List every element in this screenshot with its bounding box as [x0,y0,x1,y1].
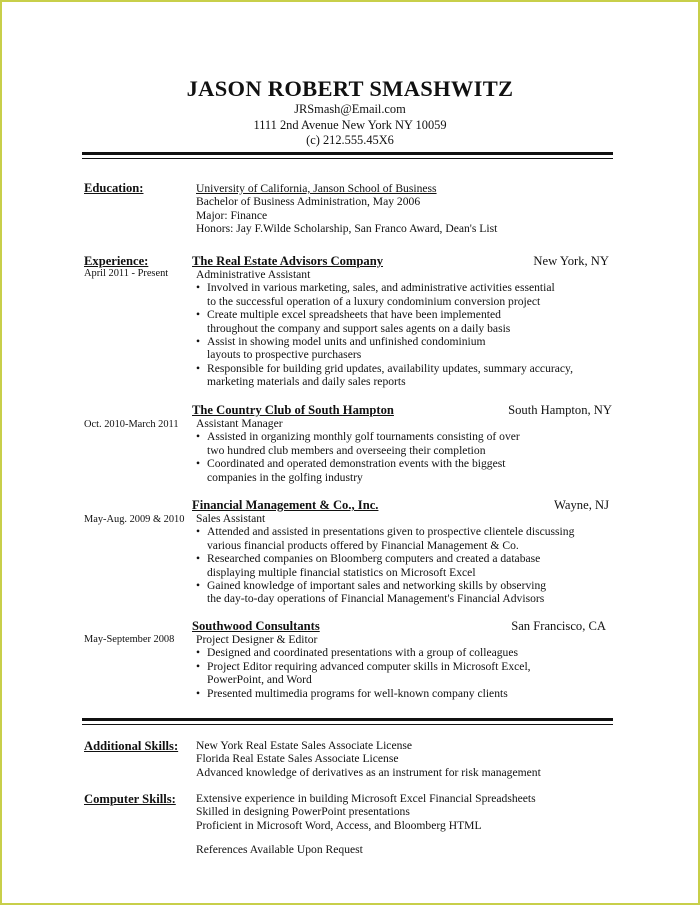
education-degree: Bachelor of Business Administration, May 2006 [196,195,421,209]
job-title: Sales Assistant [196,512,266,525]
email: JRSmash@Email.com [294,102,406,116]
skill-line: Extensive experience in building Microsoft Excel Financial Spreadsheets [196,792,536,805]
job-date: May-September 2008 [84,634,175,645]
job-title: Administrative Assistant [196,268,311,281]
job-bullet: • Assisted in organizing monthly golf tournaments consisting of over two hundred club members and overseeing their completion [196,430,520,457]
job-details [196,268,573,389]
job-location: San Francisco, CA [511,619,606,633]
computer-skills-block [196,792,536,832]
skill-line: Skilled in designing PowerPoint presentations [196,805,410,819]
job-date: April 2011 - Present [84,268,169,279]
resume-header [0,76,700,149]
job-bullet: • Responsible for building grid updates, availability updates, summary accuracy, marketing materials and daily sales reports [196,361,573,389]
additional-skills-label: Additional Skills: [84,739,179,753]
education-honors: Honors: Jay F.Wilde Scholarship, San Franco Award, Dean's List [196,222,498,236]
job-title: Assistant Manager [196,417,283,430]
job-bullet: • Attended and assisted in presentations given to prospective clientele discussing various financial products offered by Financial Management & Co. [196,525,575,552]
job-date: May-Aug. 2009 & 2010 [84,514,185,525]
job-bullet: • Designed and coordinated presentations with a group of colleagues [196,646,519,660]
job-bullet: • Create multiple excel spreadsheets that have been implemented throughout the company and support sales agents on a daily basis [196,308,511,335]
section-rule-thin [82,724,613,725]
job-company: Financial Management & Co., Inc. [192,498,379,512]
phone: (c) 212.555.45X6 [306,133,394,147]
education-label: Education: [84,181,144,195]
job-bullet: • Gained knowledge of important sales and networking skills by observing the day-to-day operations of Financial Management's Financial Advisors [196,579,547,606]
education-major: Major: Finance [196,208,268,222]
job-location: New York, NY [533,254,609,268]
job-details [196,417,520,484]
job-bullet: • Involved in various marketing, sales, and administrative activities essential to the successful operation of a luxury condominium conversion project [196,281,555,308]
job-company: The Country Club of South Hampton [192,403,394,417]
education-block [196,182,497,236]
candidate-name: JASON ROBERT SMASHWITZ [186,76,514,101]
job-bullet: • Researched companies on Bloomberg computers and created a database displaying multiple financial statistics on Microsoft Excel [196,552,541,579]
computer-skills-label: Computer Skills: [84,792,176,806]
job-bullet: • Assist in showing model units and unfinished condominium layouts to prospective purchasers [196,335,486,362]
header-rule-thick [82,152,613,155]
job-title: Project Designer & Editor [196,633,318,646]
skill-line: New York Real Estate Sales Associate License [196,739,413,752]
job-company: Southwood Consultants [192,619,320,633]
job-bullet: • Presented multimedia programs for well-known company clients [196,686,508,700]
skill-line: Proficient in Microsoft Word, Access, and Bloomberg HTML [196,818,482,832]
job-date: Oct. 2010-March 2011 [84,419,179,430]
references-note: References Available Upon Request [196,843,363,856]
experience-label: Experience: [84,254,149,268]
job-location: Wayne, NJ [554,498,609,512]
job-details [196,512,574,606]
job-bullet: • Coordinated and operated demonstration events with the biggest companies in the golfing industry [196,457,506,484]
skill-line: Florida Real Estate Sales Associate License [196,752,399,766]
job-details [196,633,531,700]
job-location: South Hampton, NY [508,403,612,417]
additional-skills-block [196,739,541,779]
header-rule-thin [82,158,613,159]
skill-line: Advanced knowledge of derivatives as an instrument for risk management [196,765,541,779]
job-bullet: • Project Editor requiring advanced computer skills in Microsoft Excel, PowerPoint, and Word [196,659,531,687]
job-company: The Real Estate Advisors Company [192,254,384,268]
education-school: University of California, Janson School of Business [196,182,437,195]
address: 1111 2nd Avenue New York NY 10059 [253,117,447,132]
section-rule-thick [82,718,613,721]
